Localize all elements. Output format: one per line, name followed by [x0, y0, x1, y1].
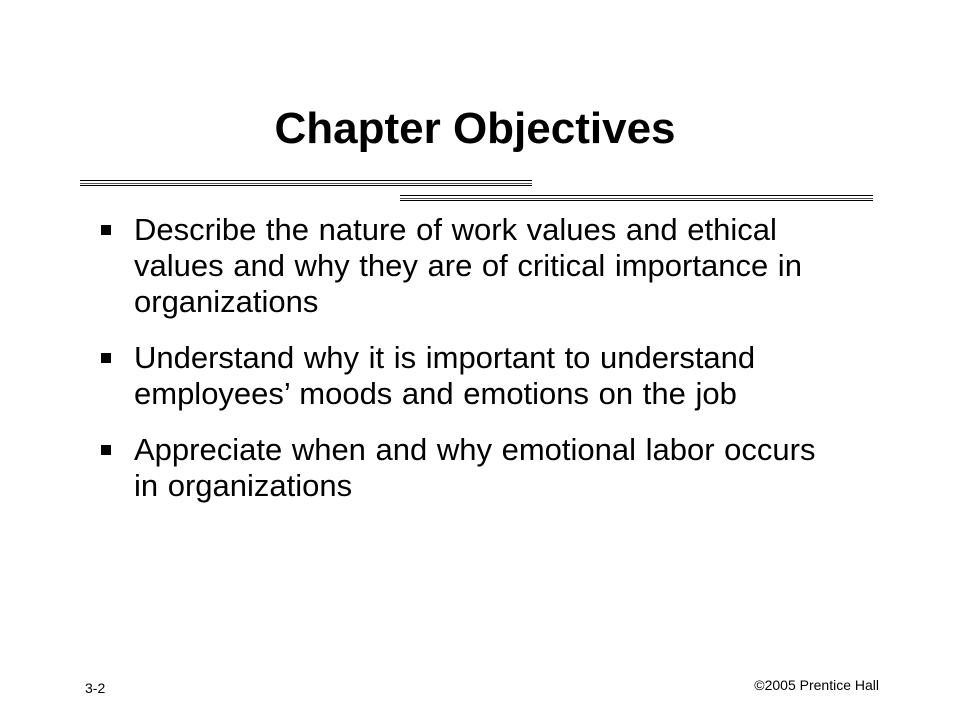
objective-text: Understand why it is important to understand employees’ moods and emotions on the job [134, 340, 756, 411]
objective-text: Appreciate when and why emotional labor occurs in organizations [134, 432, 816, 503]
list-item [98, 432, 818, 504]
title-underline-left [80, 180, 532, 186]
title-underline-right [400, 195, 873, 201]
list-item [98, 212, 818, 320]
square-bullet-icon [101, 445, 111, 455]
objective-text: Describe the nature of work values and ethical values and why they are of critical importance in organizations [134, 212, 802, 319]
objectives-list [98, 212, 818, 524]
copyright-notice: ©2005 Prentice Hall [754, 677, 879, 693]
square-bullet-icon [101, 225, 111, 235]
list-item [98, 340, 818, 412]
slide-title: Chapter Objectives [274, 104, 676, 153]
slide-number: 3-2 [85, 680, 106, 696]
square-bullet-icon [101, 353, 111, 363]
